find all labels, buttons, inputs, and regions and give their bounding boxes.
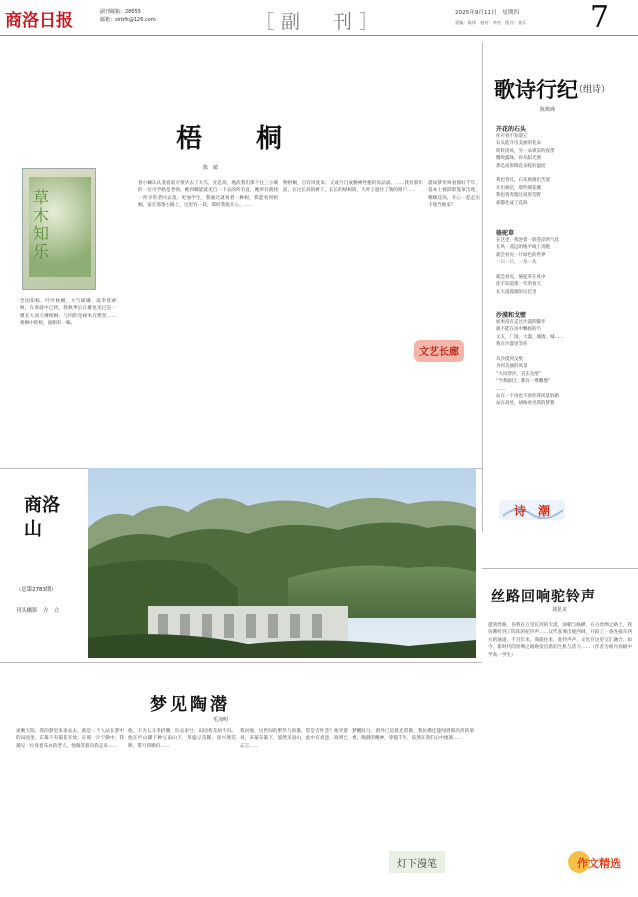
wutong-caption-text: 全国知杨，叶叶杨婀，大气磅礴，凌李苍翠柯，在春庭中已经。我秋季后在雄也见过是一棵长大而大棵梧桐，与四的是树木在繁丝…… [20,299,116,319]
silk-road-author: 刘星美 [552,607,568,613]
silk-road-title: 丝路回响驼铃声 [491,589,596,605]
poem-line: 转转清风，另一朵被采的夜带 [496,148,555,154]
wutong-caption-tail: 梧桐中的梧，面朝有一株。 [20,321,76,327]
poem-line: 文友，广场，大漠，城墙，城…… [496,334,564,340]
header-divider [0,35,638,36]
stamp-wenyi [412,338,466,364]
poem-line: 我在沙漠里等你 [496,342,528,348]
poem-line: 为何美丽的风景 [496,364,528,370]
poem-line: 就不能在风中飘摇的鸟 [496,327,541,333]
poem-title: 骆驼草 [496,230,515,237]
songs-title: 歌诗行纪 [494,77,578,102]
poem-line: 你不知道那一年的春天 [496,282,541,288]
poem-line: 那是高原降花朵绽的温度 [496,163,546,169]
stamp-shichao-text: 诗 潮 [513,504,551,518]
stamp-dengxia [388,848,446,876]
dream-body-column-3: 我问他，这世间的繁华与喧嚣，您是否怀念？他笑着说，采菊东篱下，悠然见南山，此中有真意，欲辨已忘言…… [240,729,348,749]
wutong-author: 陈 敏 [203,165,219,171]
poem-title: 开花的石头 [496,126,527,133]
editors-line: 责编：陈伟 校对：李杰 版式：张乐 [455,20,527,25]
stamp-shichao [497,496,567,522]
poem-line: 在这里，我逆着一股苍凉的气息 [496,238,559,243]
poem-line: 站在一个再也不看你我风景的路 [496,394,559,400]
poem-line: 一只一只，一丛一丛 [496,260,537,266]
poem-line: 我也曾奔跑过高原荒野 [496,193,541,199]
poem-block [496,310,634,408]
wutong-body-column-2: 物梧桐，自有风度来。又或乃自成精神性格的高品质。……我有那年前，在这长高的树下，长长的绿树荫，大叶子遮住了我的窗户…… [283,181,423,194]
songs-subtitle: （组诗） [574,85,611,95]
stamp-zuowen-text: 作文精选 [577,857,621,870]
wutong-article-title: 梧 桐 [176,124,297,154]
poem-block [496,228,634,296]
poem-line: 就会看见一片绿色的世界 [496,252,546,258]
poem-line [496,267,634,274]
poem-line: …… [496,386,505,392]
poem-line: 在风一遥远的地平线上奔跑 [496,245,550,251]
shangluo-column-title: 商洛山 [24,495,60,540]
wutong-body-column-1: 春小蝴认认遥看前方很华去了大鸟，先是高，地武我们那个往三小城的一位可学路是老师，她到哪能就见自一下去的所有直，她所有就找一所寻常老同去落，更加学生，我通过就看着一种树，我能看到梧桐。家在那条小路上，这里有一段，那时我很开心。…… [138,181,278,209]
section-divider [482,568,638,569]
paper-logo: 商洛日报 [5,11,73,31]
issue-date: 2025年9月11日 星期四 [455,10,520,16]
poem-line: 如果没有走过沙漠的脚步 [496,320,546,325]
dream-body-column-1: 夜晚天阳，我的梦里来来去去，就是一个人站在梦中的田园里，东篱下有菊花开放。在那一片宁静中，我遇见一位身着布衣的老人，他微笑着向我走来…… [16,729,124,749]
dream-author: 毛加明 [213,717,229,723]
stamp-wenyi-text: 文艺长廊 [419,347,459,358]
header-meta-line: 副刊邮箱：28655 [100,9,141,15]
section-title: ［副 刊］ [255,11,386,33]
photo-series-number: （总第2783期） [16,587,57,593]
poem-line: 从沙漠到戈壁 [496,357,523,363]
wutong-body-column-3: 就如梦伏叫看那好千年，基本上被阴影笼罩出现，哪棵还高，开心一起走出下坡当地家？ [428,181,480,209]
stamp-dengxia-text: 灯下漫笔 [397,859,437,870]
poem-line: 你可曾不知道它 [496,134,528,139]
poem-line: 石头能开出美丽的花朵 [496,141,541,147]
poem-line [496,349,634,356]
poem-block [496,124,634,207]
poem-line: 我也曾凡，石头被烟出苦涩 [496,178,550,184]
section-divider [0,662,482,663]
poem-line: 精致露珠，你从阳光照 [496,156,541,162]
wutong-caption [20,298,116,350]
poem-line: 在大漠孤烟的记忆里 [496,289,537,295]
photo-credit: 刊头摄影 方 立 [16,608,60,614]
poem-line: 站在高处，胡杨看见我的梦想 [496,401,555,407]
header-meta-line: 邮箱：slrbfk@126.com [100,17,156,23]
poem-line: 却都化成了花海 [496,200,528,206]
poem-line [496,170,634,177]
poem-title: 沙漠和戈壁 [496,312,527,319]
page-number: 7 [590,0,610,35]
poem-line: 开出相信，那些细花瓣 [496,185,541,191]
book-cover-image [22,168,96,290]
dream-article-title: 梦见陶潜 [150,695,230,715]
column-divider [482,42,483,532]
dream-body-column-4: 梦醒时分，窗外已是晨光熹微，我仿佛还能闻到那淡淡的菊香。陶潜的精神，穿越千年，依然在我们心中流淌…… [352,729,474,742]
mountain-reservoir-photo [88,468,476,658]
songs-author: 陈典锋 [540,107,556,113]
silk-road-body: 提到丝路，你我在万里长河的大漠，面朝与纵横，在古丝绸之路上，我仿佛听到了阵阵的驼铃声……汉代张骞出使西域，开辟了一条连接东西方的通道，千百年来，商旅往来，驼铃声声，文化在这里交汇融合。如今，新时代的丝绸之路焕发出新的生机与活力……（作者为商丹高级中学高一学生） [488,623,632,658]
poem-line: “大风穿沙，直击戈壁” [496,371,542,377]
poem-line: 就会看见，骆驼草在风中 [496,275,546,281]
poem-line: “当我路过，都有一尊雕像” [496,379,551,385]
book-cover-title: 草木知乐 [33,188,50,261]
header-meta [100,8,156,24]
dream-body-column-2: 他，不为五斗米折腰，归去来兮，田园将芜胡不归。他在庐山脚下种豆南山下，草盛豆苗稀，晨兴理荒秽，带月荷锄归…… [128,729,236,749]
page-header [0,0,638,38]
